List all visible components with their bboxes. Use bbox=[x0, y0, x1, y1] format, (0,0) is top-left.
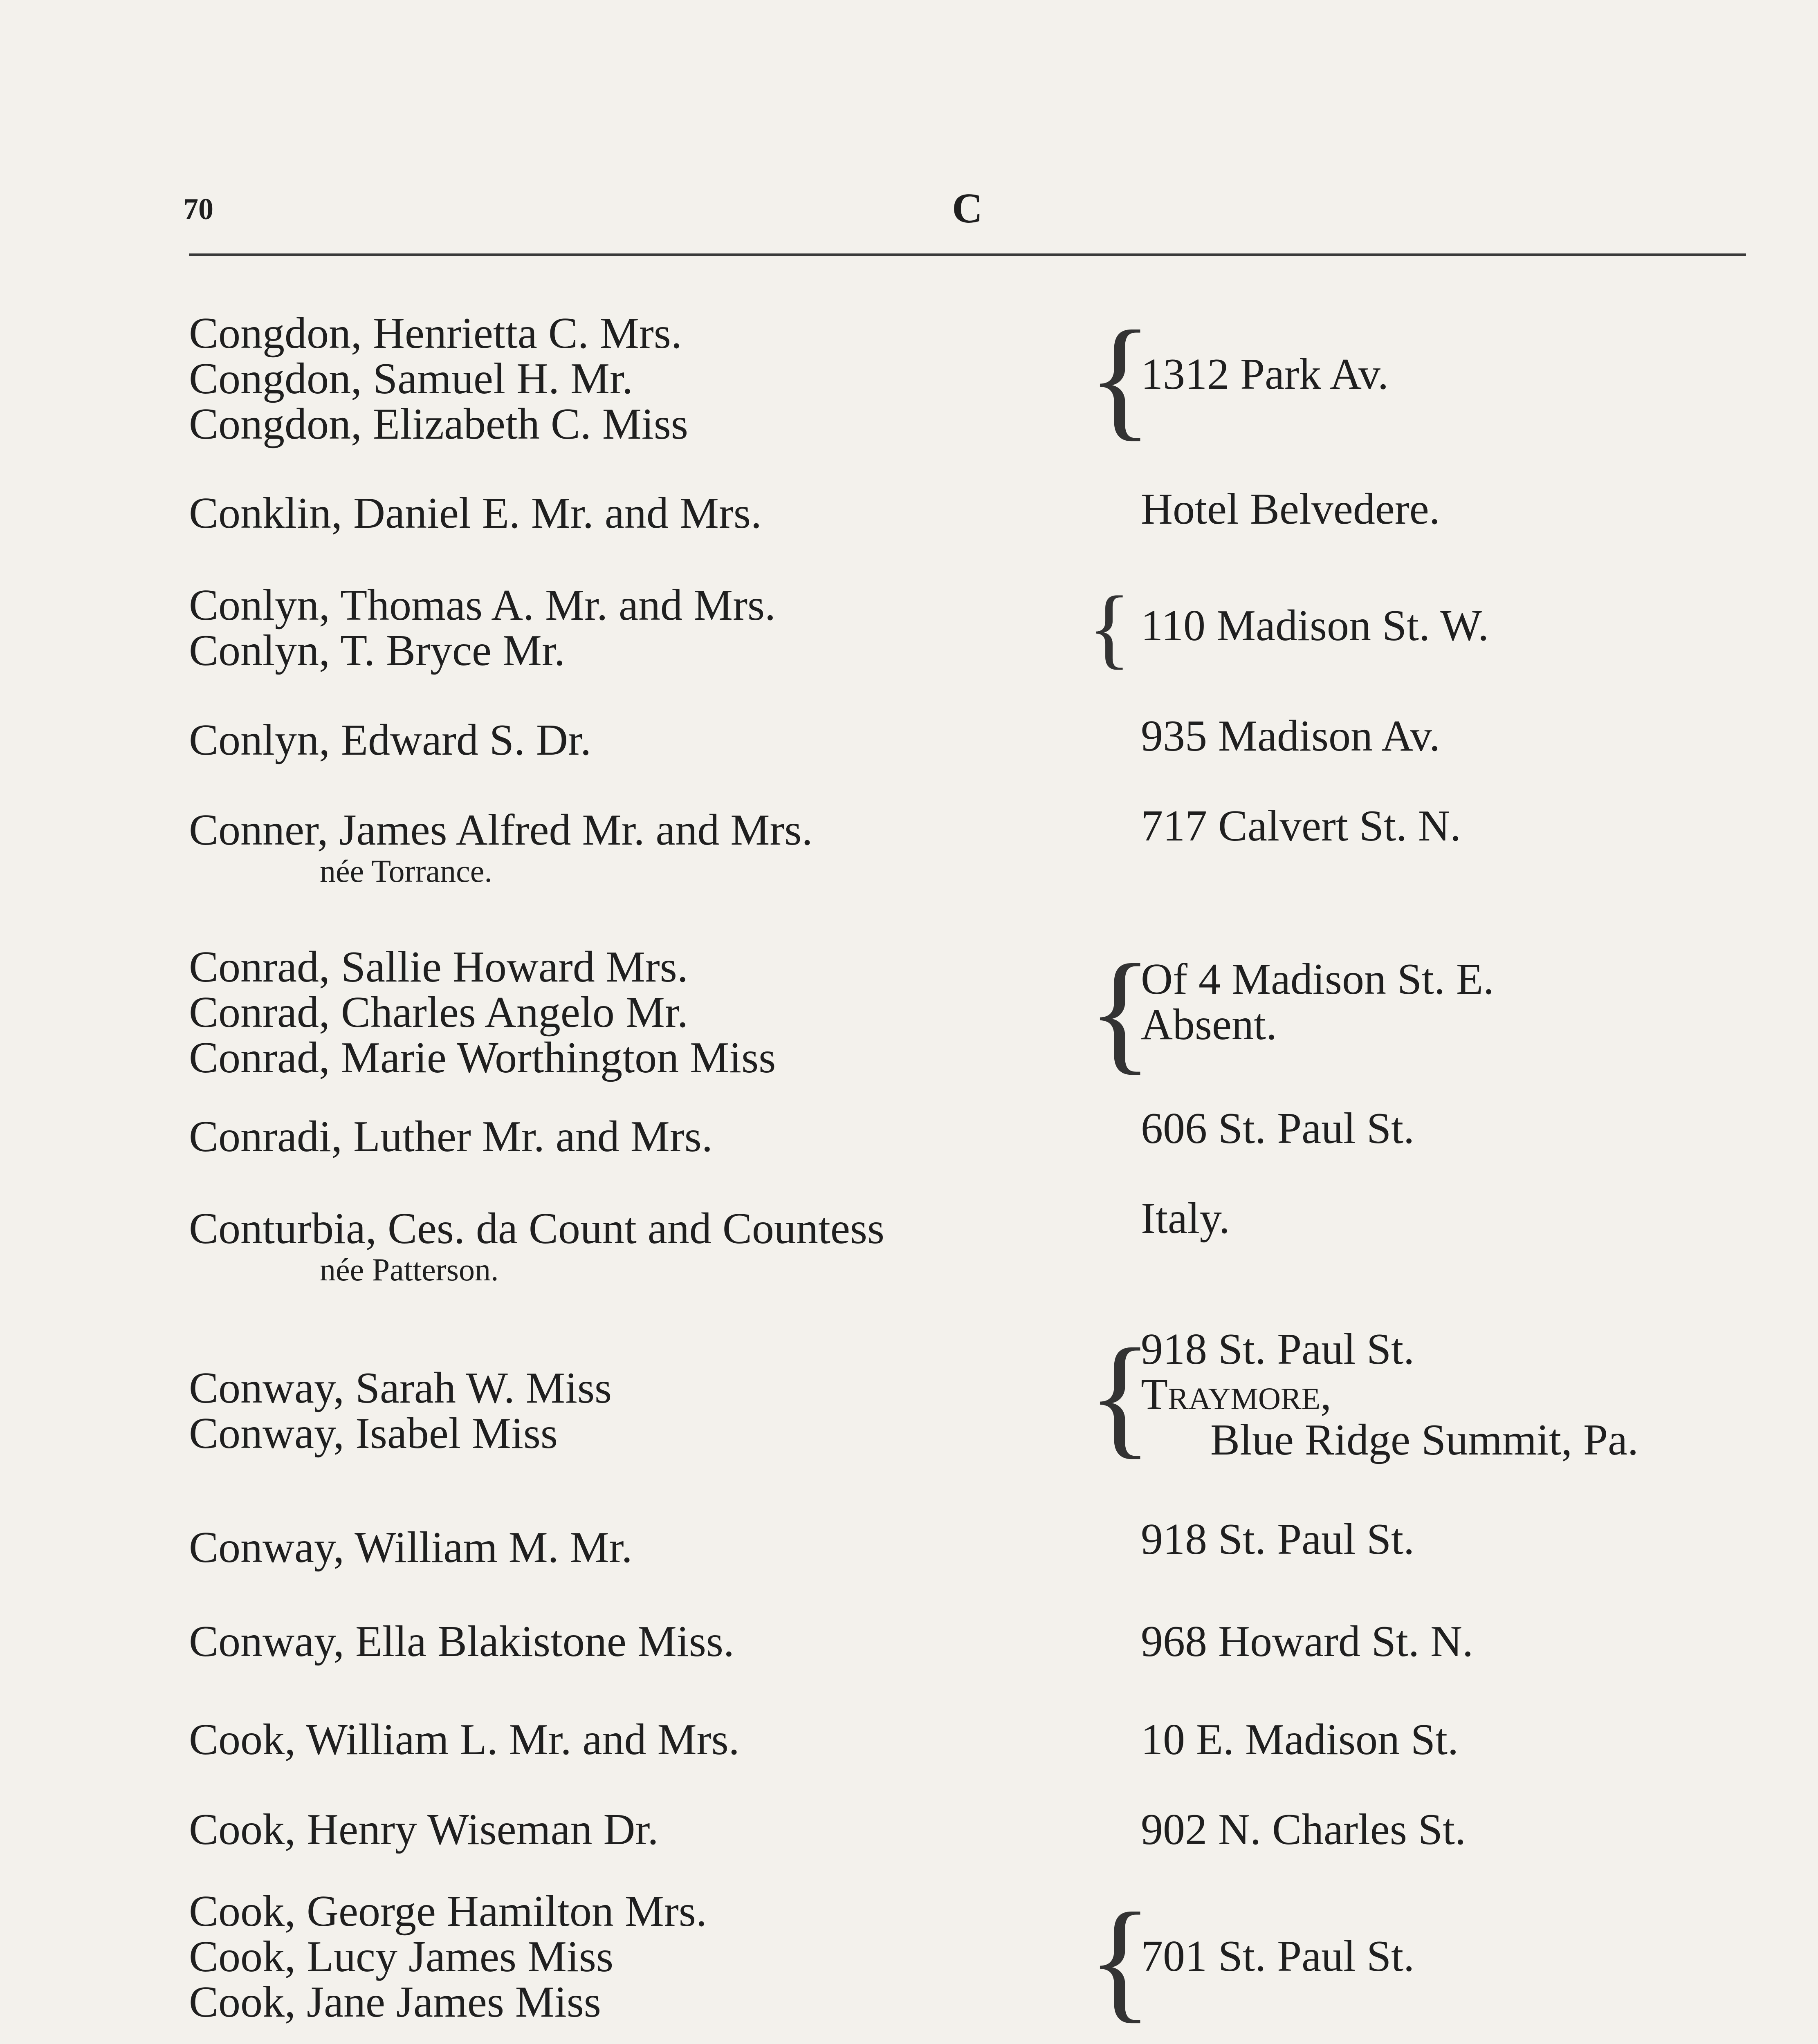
resident-name: Conradi, Luther Mr. and Mrs. bbox=[189, 1112, 713, 1161]
entry-address bbox=[1141, 603, 1489, 648]
address-line: 935 Madison Av. bbox=[1141, 712, 1441, 760]
entry-names bbox=[189, 1525, 633, 1570]
resident-name: Conlyn, T. Bryce Mr. bbox=[189, 626, 565, 675]
entry-names bbox=[189, 807, 812, 890]
resident-name: Conway, William M. Mr. bbox=[189, 1523, 633, 1572]
resident-name: Conner, James Alfred Mr. and Mrs. bbox=[189, 806, 813, 854]
entry-address bbox=[1141, 1327, 1638, 1463]
entry-address bbox=[1141, 1196, 1230, 1241]
resident-name: Conklin, Daniel E. Mr. and Mrs. bbox=[189, 489, 762, 538]
entry-address bbox=[1141, 352, 1389, 397]
resident-name: Conturbia, Ces. da Count and Countess bbox=[189, 1204, 884, 1253]
resident-name: Conway, Sarah W. Miss bbox=[189, 1364, 612, 1412]
entry-address bbox=[1141, 1619, 1473, 1664]
grouping-brace: { bbox=[1088, 578, 1131, 677]
address-line: 606 St. Paul St. bbox=[1141, 1104, 1415, 1153]
entry-address bbox=[1141, 1934, 1414, 1979]
grouping-brace: { bbox=[1088, 937, 1153, 1086]
header-rule bbox=[189, 253, 1746, 256]
resident-name: Conrad, Marie Worthington Miss bbox=[189, 1033, 776, 1082]
address-line: Traymore, bbox=[1141, 1370, 1332, 1419]
entry-address bbox=[1141, 1106, 1414, 1151]
address-line: Of 4 Madison St. E. bbox=[1141, 955, 1494, 1004]
entry-names bbox=[189, 1206, 884, 1288]
address-line: 110 Madison St. W. bbox=[1141, 601, 1489, 650]
entry-address bbox=[1141, 486, 1440, 532]
entry-names bbox=[189, 1889, 707, 2025]
resident-name: Conlyn, Edward S. Dr. bbox=[189, 716, 591, 764]
resident-name: Congdon, Elizabeth C. Miss bbox=[189, 400, 688, 448]
resident-name: Cook, Lucy James Miss bbox=[189, 1932, 613, 1981]
resident-name: Conway, Isabel Miss bbox=[189, 1409, 558, 1458]
resident-name: Cook, Jane James Miss bbox=[189, 1978, 601, 2026]
resident-name: Conway, Ella Blakistone Miss. bbox=[189, 1617, 734, 1666]
entry-address bbox=[1141, 957, 1494, 1047]
entry-address bbox=[1141, 1717, 1459, 1762]
page-number: 70 bbox=[183, 193, 213, 226]
entry-address bbox=[1141, 803, 1461, 849]
entry-address bbox=[1141, 1807, 1466, 1852]
entry-names bbox=[189, 717, 591, 763]
entry-address bbox=[1141, 713, 1440, 759]
grouping-brace: { bbox=[1088, 303, 1153, 453]
resident-name: Conrad, Charles Angelo Mr. bbox=[189, 988, 688, 1037]
grouping-brace: { bbox=[1088, 1321, 1153, 1470]
resident-name: Conrad, Sallie Howard Mrs. bbox=[189, 943, 688, 991]
maiden-name: née Patterson. bbox=[320, 1252, 499, 1287]
entry-names bbox=[189, 583, 776, 673]
resident-name: Cook, Henry Wiseman Dr. bbox=[189, 1805, 659, 1854]
entry-names bbox=[189, 1365, 612, 1456]
entry-names bbox=[189, 944, 776, 1080]
entry-names bbox=[189, 1114, 713, 1159]
address-line: 717 Calvert St. N. bbox=[1141, 802, 1461, 850]
entry-names bbox=[189, 1717, 740, 1762]
entry-address bbox=[1141, 1517, 1414, 1562]
address-line: 1312 Park Av. bbox=[1141, 350, 1389, 399]
resident-name: Congdon, Henrietta C. Mrs. bbox=[189, 309, 682, 358]
address-line: 10 E. Madison St. bbox=[1141, 1715, 1459, 1764]
address-line: 902 N. Charles St. bbox=[1141, 1805, 1466, 1854]
entry-names bbox=[189, 1807, 659, 1852]
resident-name: Cook, George Hamilton Mrs. bbox=[189, 1887, 707, 1936]
address-line: 968 Howard St. N. bbox=[1141, 1617, 1473, 1666]
address-line: Hotel Belvedere. bbox=[1141, 485, 1440, 533]
resident-name: Congdon, Samuel H. Mr. bbox=[189, 354, 633, 403]
section-letter: C bbox=[952, 185, 983, 232]
address-line: Italy. bbox=[1141, 1194, 1230, 1243]
entry-names bbox=[189, 491, 762, 536]
address-line: 918 St. Paul St. bbox=[1141, 1515, 1415, 1564]
resident-name: Conlyn, Thomas A. Mr. and Mrs. bbox=[189, 581, 776, 630]
address-line: 701 St. Paul St. bbox=[1141, 1932, 1415, 1981]
address-line: Blue Ridge Summit, Pa. bbox=[1210, 1416, 1639, 1464]
entry-names bbox=[189, 311, 688, 447]
entry-names bbox=[189, 1619, 734, 1664]
maiden-name: née Torrance. bbox=[320, 853, 492, 889]
address-line: 918 St. Paul St. bbox=[1141, 1325, 1415, 1374]
address-line: Absent. bbox=[1141, 1000, 1277, 1049]
resident-name: Cook, William L. Mr. and Mrs. bbox=[189, 1715, 740, 1764]
grouping-brace: { bbox=[1088, 1885, 1153, 2035]
